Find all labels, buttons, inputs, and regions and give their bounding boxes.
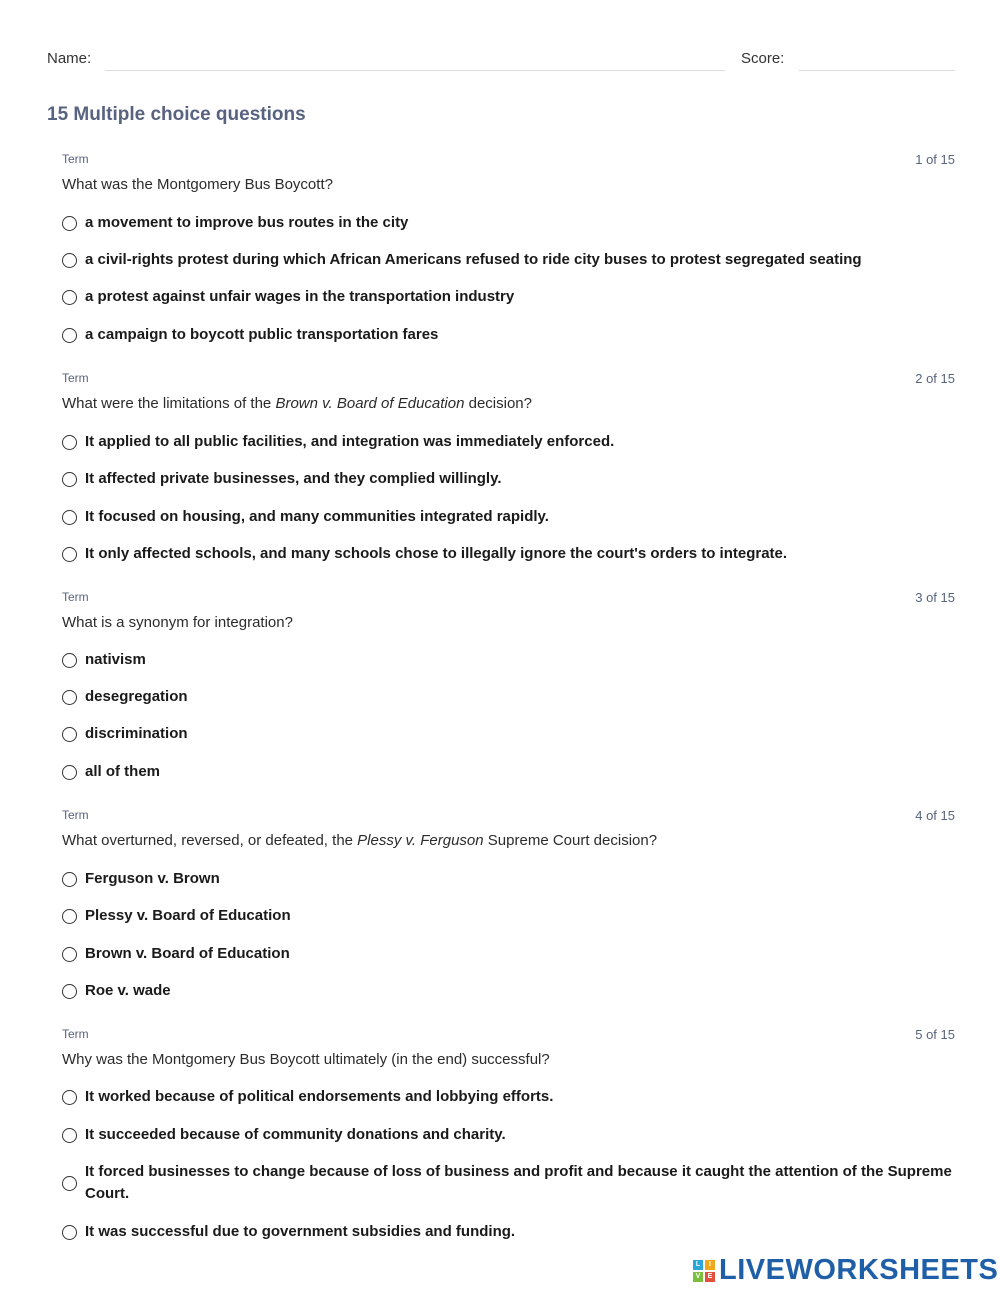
option-text: a protest against unfair wages in the transportation industry (85, 288, 515, 305)
answer-option[interactable] (62, 761, 955, 783)
logo-block: I (705, 1260, 715, 1270)
prompt-text: What overturned, reversed, or defeated, the (62, 832, 358, 849)
student-header (47, 50, 955, 72)
radio-button[interactable] (62, 653, 77, 668)
option-text: nativism (85, 651, 146, 668)
answer-option[interactable] (62, 506, 955, 528)
answer-option[interactable] (62, 980, 955, 1002)
radio-button[interactable] (62, 690, 77, 705)
answer-option[interactable] (62, 468, 955, 490)
option-text: It only affected schools, and many schools chose to illegally ignore the court's orders to integrate. (85, 545, 788, 562)
answer-option[interactable] (62, 212, 955, 234)
radio-button[interactable] (62, 472, 77, 487)
radio-button[interactable] (62, 1176, 77, 1191)
question-counter: 2 of 15 (915, 371, 955, 386)
option-text: Plessy v. Board of Education (85, 907, 291, 924)
option-text: It succeeded because of community donations and charity. (85, 1126, 506, 1143)
prompt-text: decision? (464, 395, 532, 412)
term-label: Term (62, 1027, 89, 1041)
name-label: Name: (47, 50, 92, 67)
answer-option[interactable] (62, 286, 955, 308)
answer-option[interactable] (62, 431, 955, 453)
radio-button[interactable] (62, 1225, 77, 1240)
radio-button[interactable] (62, 547, 77, 562)
term-label: Term (62, 371, 89, 385)
name-field[interactable] (105, 70, 725, 71)
answer-option[interactable] (62, 868, 955, 890)
option-text: Ferguson v. Brown (85, 870, 220, 887)
prompt-text: Why was the Montgomery Bus Boycott ultimately (in the end) successful? (62, 1051, 550, 1068)
prompt-case-name: Plessy v. Ferguson (357, 832, 484, 849)
question-counter: 5 of 15 (915, 1027, 955, 1042)
radio-button[interactable] (62, 947, 77, 962)
option-text: It affected private businesses, and they complied willingly. (85, 470, 502, 487)
option-text: It forced businesses to change because of loss of business and profit and because it caught the attention of the Supreme Court. (85, 1163, 952, 1202)
radio-button[interactable] (62, 1090, 77, 1105)
question-prompt (62, 832, 657, 849)
radio-button[interactable] (62, 872, 77, 887)
answer-option[interactable] (62, 905, 955, 927)
logo-blocks-icon (693, 1260, 715, 1282)
logo-block: E (705, 1272, 715, 1282)
term-label: Term (62, 590, 89, 604)
option-text: all of them (85, 763, 161, 780)
radio-button[interactable] (62, 727, 77, 742)
question-prompt (62, 1051, 550, 1068)
option-text: It focused on housing, and many communities integrated rapidly. (85, 508, 549, 525)
prompt-text: Supreme Court decision? (483, 832, 658, 849)
prompt-text: What were the limitations of the (62, 395, 276, 412)
answer-option[interactable] (62, 686, 955, 708)
radio-button[interactable] (62, 909, 77, 924)
option-text: desegregation (85, 688, 188, 705)
answer-option[interactable] (62, 249, 955, 271)
answer-option[interactable] (62, 1161, 955, 1205)
question-counter: 3 of 15 (915, 590, 955, 605)
liveworksheets-logo (693, 1254, 998, 1287)
prompt-case-name: Brown v. Board of Education (275, 395, 465, 412)
question-prompt (62, 176, 333, 193)
option-text: a movement to improve bus routes in the city (85, 214, 409, 231)
option-text: Brown v. Board of Education (85, 945, 290, 962)
score-label: Score: (741, 50, 785, 67)
logo-text: LIVEWORKSHEETS (719, 1254, 999, 1286)
radio-button[interactable] (62, 290, 77, 305)
page-title: 15 Multiple choice questions (47, 104, 306, 125)
question-counter: 1 of 15 (915, 152, 955, 167)
option-text: a campaign to boycott public transportation fares (85, 326, 439, 343)
option-text: Roe v. wade (85, 982, 171, 999)
term-label: Term (62, 152, 89, 166)
option-text: discrimination (85, 725, 188, 742)
question-prompt (62, 614, 293, 631)
term-label: Term (62, 808, 89, 822)
radio-button[interactable] (62, 435, 77, 450)
question-prompt (62, 395, 532, 412)
answer-option[interactable] (62, 943, 955, 965)
radio-button[interactable] (62, 216, 77, 231)
option-text: It applied to all public facilities, and integration was immediately enforced. (85, 433, 615, 450)
answer-option[interactable] (62, 1124, 955, 1146)
radio-button[interactable] (62, 1128, 77, 1143)
answer-option[interactable] (62, 324, 955, 346)
radio-button[interactable] (62, 765, 77, 780)
prompt-text: What was the Montgomery Bus Boycott? (62, 176, 333, 193)
question-counter: 4 of 15 (915, 808, 955, 823)
prompt-text: What is a synonym for integration? (62, 614, 293, 631)
option-text: It was successful due to government subsidies and funding. (85, 1223, 516, 1240)
answer-option[interactable] (62, 543, 955, 565)
option-text: It worked because of political endorsements and lobbying efforts. (85, 1088, 554, 1105)
logo-block: V (693, 1272, 703, 1282)
radio-button[interactable] (62, 328, 77, 343)
answer-option[interactable] (62, 1221, 955, 1243)
answer-option[interactable] (62, 723, 955, 745)
score-field[interactable] (799, 70, 955, 71)
logo-block: L (693, 1260, 703, 1270)
answer-option[interactable] (62, 649, 955, 671)
radio-button[interactable] (62, 510, 77, 525)
answer-option[interactable] (62, 1086, 955, 1108)
radio-button[interactable] (62, 253, 77, 268)
option-text: a civil-rights protest during which African Americans refused to ride city buses to protest segregated seating (85, 251, 862, 268)
radio-button[interactable] (62, 984, 77, 999)
